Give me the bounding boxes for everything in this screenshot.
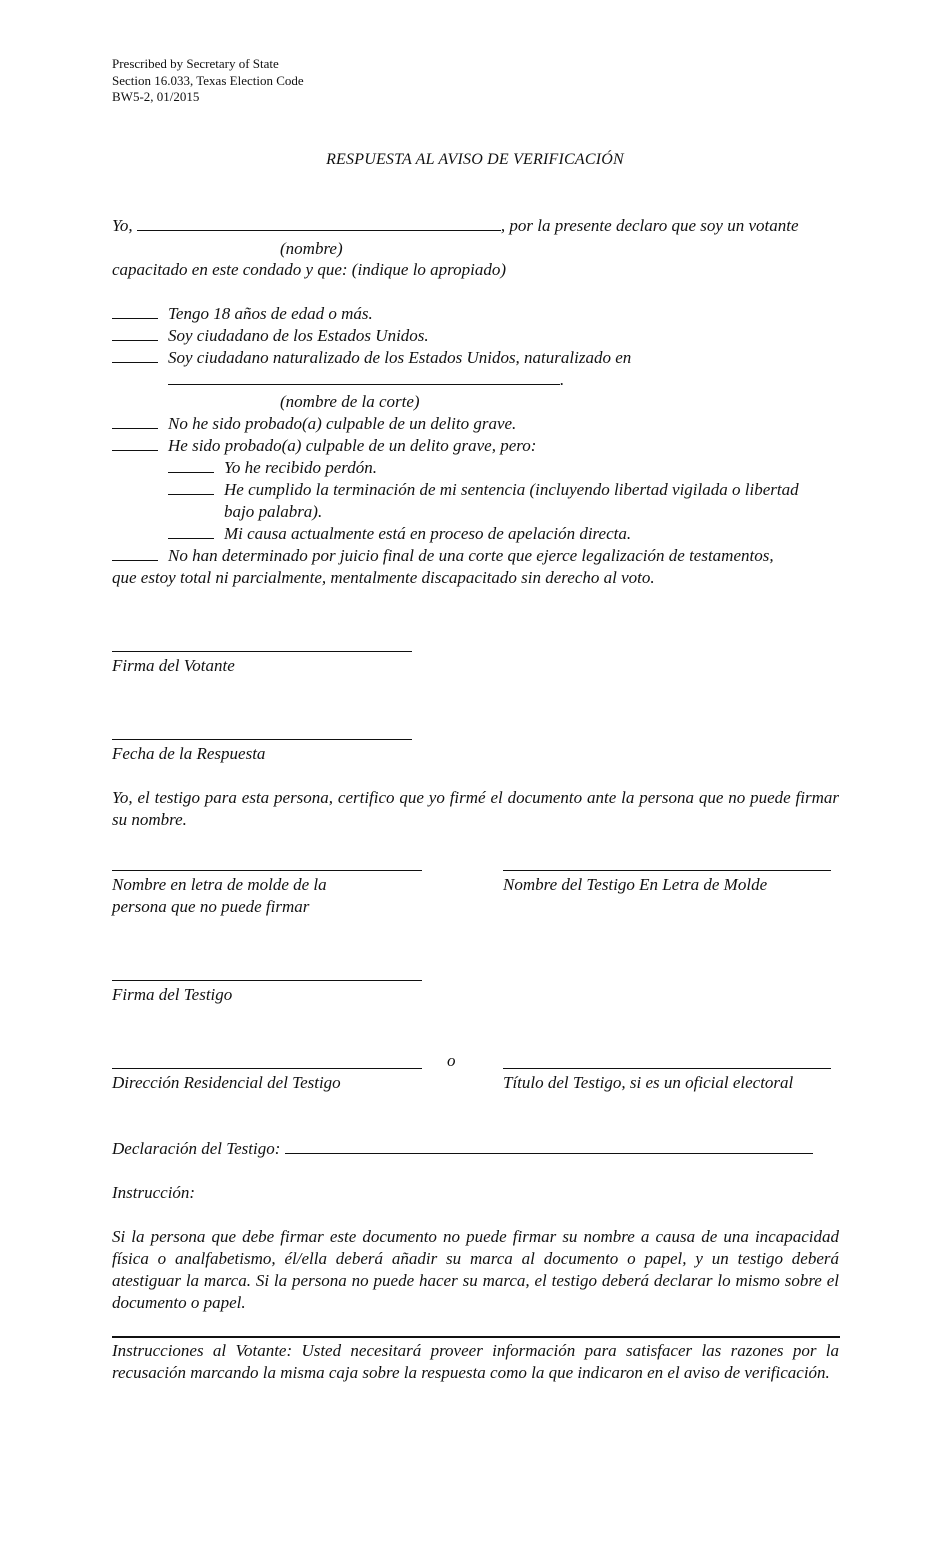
sub-option-appeal-check[interactable] <box>168 524 214 539</box>
header-section: Section 16.033, Texas Election Code <box>112 72 304 88</box>
voter-signature-label: Firma del Votante <box>112 656 235 675</box>
option-age <box>112 303 373 325</box>
witness-statement <box>112 1138 813 1160</box>
sub-option-sentence <box>168 479 799 501</box>
option-citizen <box>112 325 429 347</box>
option-naturalized-label: Soy ciudadano naturalizado de los Estados Unidos, naturalizado en <box>168 348 632 367</box>
witness-signature-label: Firma del Testigo <box>112 985 233 1004</box>
option-naturalized-check[interactable] <box>112 348 158 363</box>
instructions-divider <box>112 1336 840 1338</box>
witness-address-line[interactable] <box>112 1068 422 1069</box>
declaration-rest: , por la presente declaro que soy un votante <box>500 216 799 235</box>
court-name-line <box>168 369 564 391</box>
form-header <box>112 56 304 106</box>
witness-printed-name-line[interactable] <box>503 870 831 871</box>
sub-option-appeal-label: Mi causa actualmente está en proceso de apelación directa. <box>224 524 632 543</box>
sub-option-sentence-label: He cumplido la terminación de mi sentencia (incluyendo libertad vigilada o libertad <box>224 480 799 499</box>
sub-option-sentence-check[interactable] <box>168 480 214 495</box>
option-mental <box>112 545 774 567</box>
header-form-id: BW5-2, 01/2015 <box>112 89 200 104</box>
witness-statement-label: Declaración del Testigo: <box>112 1139 281 1158</box>
witness-address-label: Dirección Residencial del Testigo <box>112 1073 341 1092</box>
witness-printed-name-label: Nombre del Testigo En Letra de Molde <box>503 875 768 894</box>
name-hint: (nombre) <box>280 239 343 258</box>
option-citizen-label: Soy ciudadano de los Estados Unidos. <box>168 326 429 345</box>
option-no-felony-label: No he sido probado(a) culpable de un delito grave. <box>168 414 517 433</box>
court-name-period: . <box>560 370 565 389</box>
declaration-yo: Yo, <box>112 216 133 235</box>
instructions-heading: Instrucción: <box>112 1183 196 1202</box>
sub-option-pardon-label: Yo he recibido perdón. <box>224 458 377 477</box>
option-mental-check[interactable] <box>112 546 158 561</box>
court-name-field[interactable] <box>168 370 560 385</box>
witness-statement-field[interactable] <box>285 1139 813 1154</box>
option-felony-check[interactable] <box>112 436 158 451</box>
option-felony <box>112 435 536 457</box>
witness-title-line[interactable] <box>503 1068 831 1069</box>
response-date-label: Fecha de la Respuesta <box>112 744 266 763</box>
option-mental-cont: que estoy total ni parcialmente, mentalmente discapacitado sin derecho al voto. <box>112 568 655 587</box>
voter-name-field[interactable] <box>137 216 501 231</box>
option-age-label: Tengo 18 años de edad o más. <box>168 304 373 323</box>
printed-name-label-2: persona que no puede firmar <box>112 897 310 916</box>
sub-option-sentence-cont: bajo palabra). <box>224 502 323 521</box>
option-mental-label: No han determinado por juicio final de una corte que ejerce legalización de testamentos, <box>168 546 774 565</box>
instructions-body: Si la persona que debe firmar este documento no puede firmar su nombre a causa de una incapacidad física o analfabetismo, él/ella deberá añadir su marca al documento o papel, y un testigo deberá atestiguar la marca. Si la persona no puede hacer su marca, el testigo deberá declarar lo mismo sobre el documento o papel. <box>112 1227 839 1312</box>
witness-signature-line[interactable] <box>112 980 422 981</box>
sub-option-pardon-check[interactable] <box>168 458 214 473</box>
sub-option-pardon <box>168 457 377 479</box>
declaration-line <box>112 215 799 237</box>
option-age-check[interactable] <box>112 304 158 319</box>
voter-instructions: Instrucciones al Votante: Usted necesitará proveer información para satisfacer las razones por la recusación marcando la misma caja sobre la respuesta como la que indicaron en el aviso de verificación. <box>112 1341 839 1382</box>
option-naturalized <box>112 347 631 369</box>
witness-certification: Yo, el testigo para esta persona, certifico que yo firmé el documento ante la persona que no puede firmar su nombre. <box>112 788 839 829</box>
witness-title-label: Título del Testigo, si es un oficial electoral <box>503 1073 794 1092</box>
printed-name-label-1: Nombre en letra de molde de la <box>112 875 327 894</box>
option-felony-label: He sido probado(a) culpable de un delito grave, pero: <box>168 436 537 455</box>
printed-name-line[interactable] <box>112 870 422 871</box>
or-label: o <box>447 1051 456 1070</box>
court-name-hint: (nombre de la corte) <box>280 392 420 411</box>
response-date-line[interactable] <box>112 739 412 740</box>
form-title: RESPUESTA AL AVISO DE VERIFICACIÓN <box>326 151 624 168</box>
header-prescribed: Prescribed by Secretary of State <box>112 56 279 71</box>
option-no-felony <box>112 413 516 435</box>
option-no-felony-check[interactable] <box>112 414 158 429</box>
voter-signature-line[interactable] <box>112 651 412 652</box>
option-citizen-check[interactable] <box>112 326 158 341</box>
sub-option-appeal <box>168 523 631 545</box>
declaration-line-2: capacitado en este condado y que: (indique lo apropiado) <box>112 260 507 279</box>
